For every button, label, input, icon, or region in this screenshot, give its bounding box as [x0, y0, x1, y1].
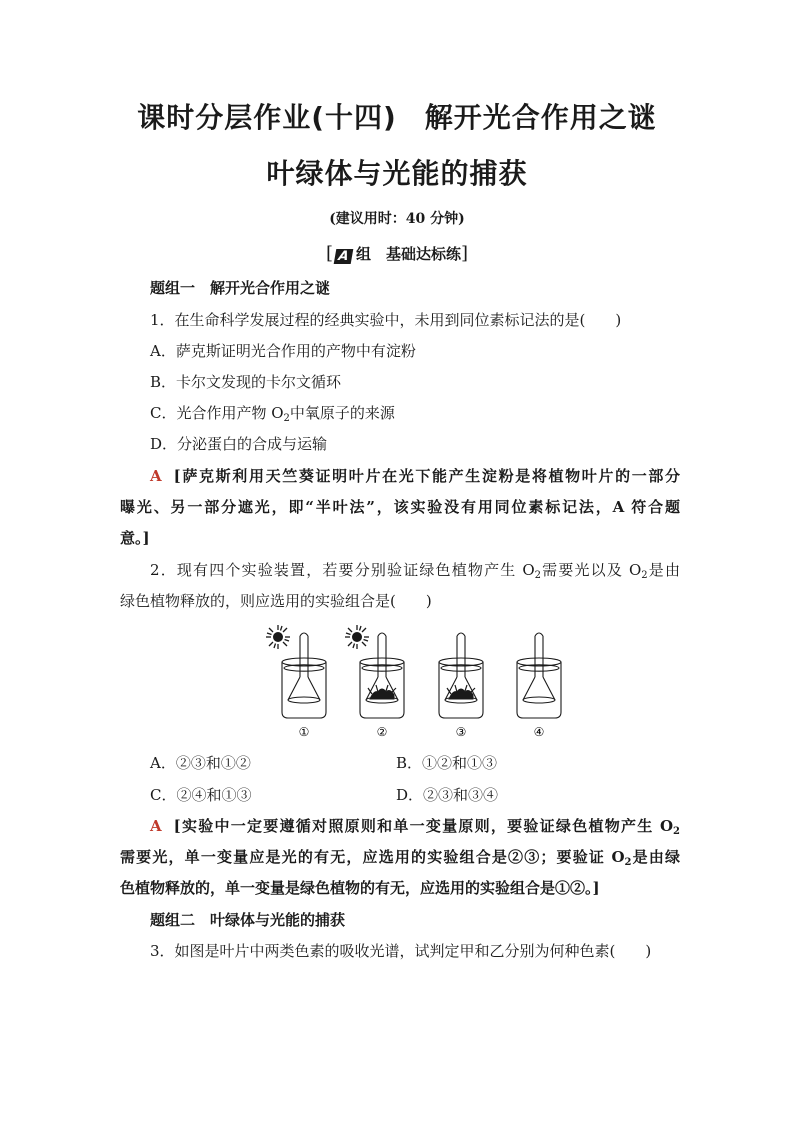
q2-exp1-pre: [实验中一定要遵循对照原则和单一变量原则，要验证绿色植物产生 O — [173, 817, 674, 835]
q1-c-post: 中氧原子的来源 — [289, 404, 395, 422]
q1-explanation-line3: 意。] — [120, 529, 150, 547]
q2-answer: A — [150, 817, 162, 835]
group-a-badge: A — [334, 249, 354, 264]
q1-answer: A — [150, 467, 162, 485]
page-title-line1 — [0, 96, 794, 136]
title-part2: 解开光合作用之谜 — [424, 101, 657, 134]
figure-label-3: ③ — [455, 725, 467, 739]
figure-label-4: ④ — [533, 725, 545, 739]
bracket-close: ] — [461, 243, 469, 264]
q2-option-b: B．①②和①③ — [396, 754, 498, 772]
q2-explanation-line3: 色植物释放的，单一变量是绿色植物的有无，应选用的实验组合是①②。] — [120, 879, 600, 897]
q2-option-a: A．②③和①② — [150, 754, 251, 772]
q2-exp2-pre: 需要光，单一变量应是光的有无，应选用的实验组合是②③；要验证 O — [120, 848, 625, 866]
page-title-line2: 叶绿体与光能的捕获 — [266, 157, 528, 190]
q1-option-a: A．萨克斯证明光合作用的产物中有淀粉 — [150, 342, 416, 360]
title-part1: 课时分层作业(十四) — [137, 101, 397, 134]
group-a-label: 组 基础达标练 — [355, 245, 461, 263]
q2-option-c: C．②④和①③ — [150, 786, 252, 804]
section1-title: 题组一 解开光合作用之谜 — [150, 279, 331, 297]
q2-exp2-post: 是由绿 — [631, 848, 680, 866]
q1-stem: 1．在生命科学发展过程的经典实验中，未用到同位素标记法的是( ) — [150, 311, 622, 329]
q2-exp1-sub: 2 — [673, 826, 680, 837]
apparatus-figure — [262, 622, 562, 742]
q2-stem-line1 — [150, 560, 680, 580]
q2-option-d: D．②③和③④ — [396, 786, 499, 804]
q2-s1-sub1: 2 — [534, 570, 542, 581]
group-a-heading — [0, 243, 794, 264]
bracket-open: [ — [325, 243, 333, 264]
q2-stem-line2: 绿色植物释放的，则应选用的实验组合是( ) — [120, 592, 432, 610]
q3-stem: 3．如图是叶片中两类色素的吸收光谱，试判定甲和乙分别为何种色素( ) — [150, 942, 652, 960]
q2-s1-sub2: 2 — [641, 570, 648, 581]
q2-exp2-sub: 2 — [624, 857, 632, 868]
q1-c-sub: 2 — [283, 413, 290, 424]
q1-c-pre: C．光合作用产物 O — [150, 404, 284, 422]
q2-s1-mid: 需要光以及 O — [541, 561, 642, 579]
q1-option-c — [150, 403, 680, 423]
suggested-time: (建议用时：40 分钟) — [329, 211, 465, 227]
figure-label-1: ① — [298, 725, 310, 739]
q2-s1-post: 是由 — [647, 561, 680, 579]
section2-title: 题组二 叶绿体与光能的捕获 — [150, 911, 346, 929]
q1-explanation-line2: 曝光、另一部分遮光，即“半叶法”，该实验没有用同位素标记法，A 符合题 — [120, 498, 680, 516]
q2-s1-pre: 2．现有四个实验装置，若要分别验证绿色植物产生 O — [150, 561, 535, 579]
q2-explanation-line2 — [120, 847, 680, 867]
figure-label-2: ② — [376, 725, 388, 739]
q1-option-d: D．分泌蛋白的合成与运输 — [150, 435, 328, 453]
q1-option-b: B．卡尔文发现的卡尔文循环 — [150, 373, 342, 391]
q1-exp1: [萨克斯利用天竺葵证明叶片在光下能产生淀粉是将植物叶片的一部分 — [173, 467, 680, 485]
q2-explanation-line1 — [150, 816, 680, 836]
q1-explanation-line1 — [150, 466, 680, 486]
